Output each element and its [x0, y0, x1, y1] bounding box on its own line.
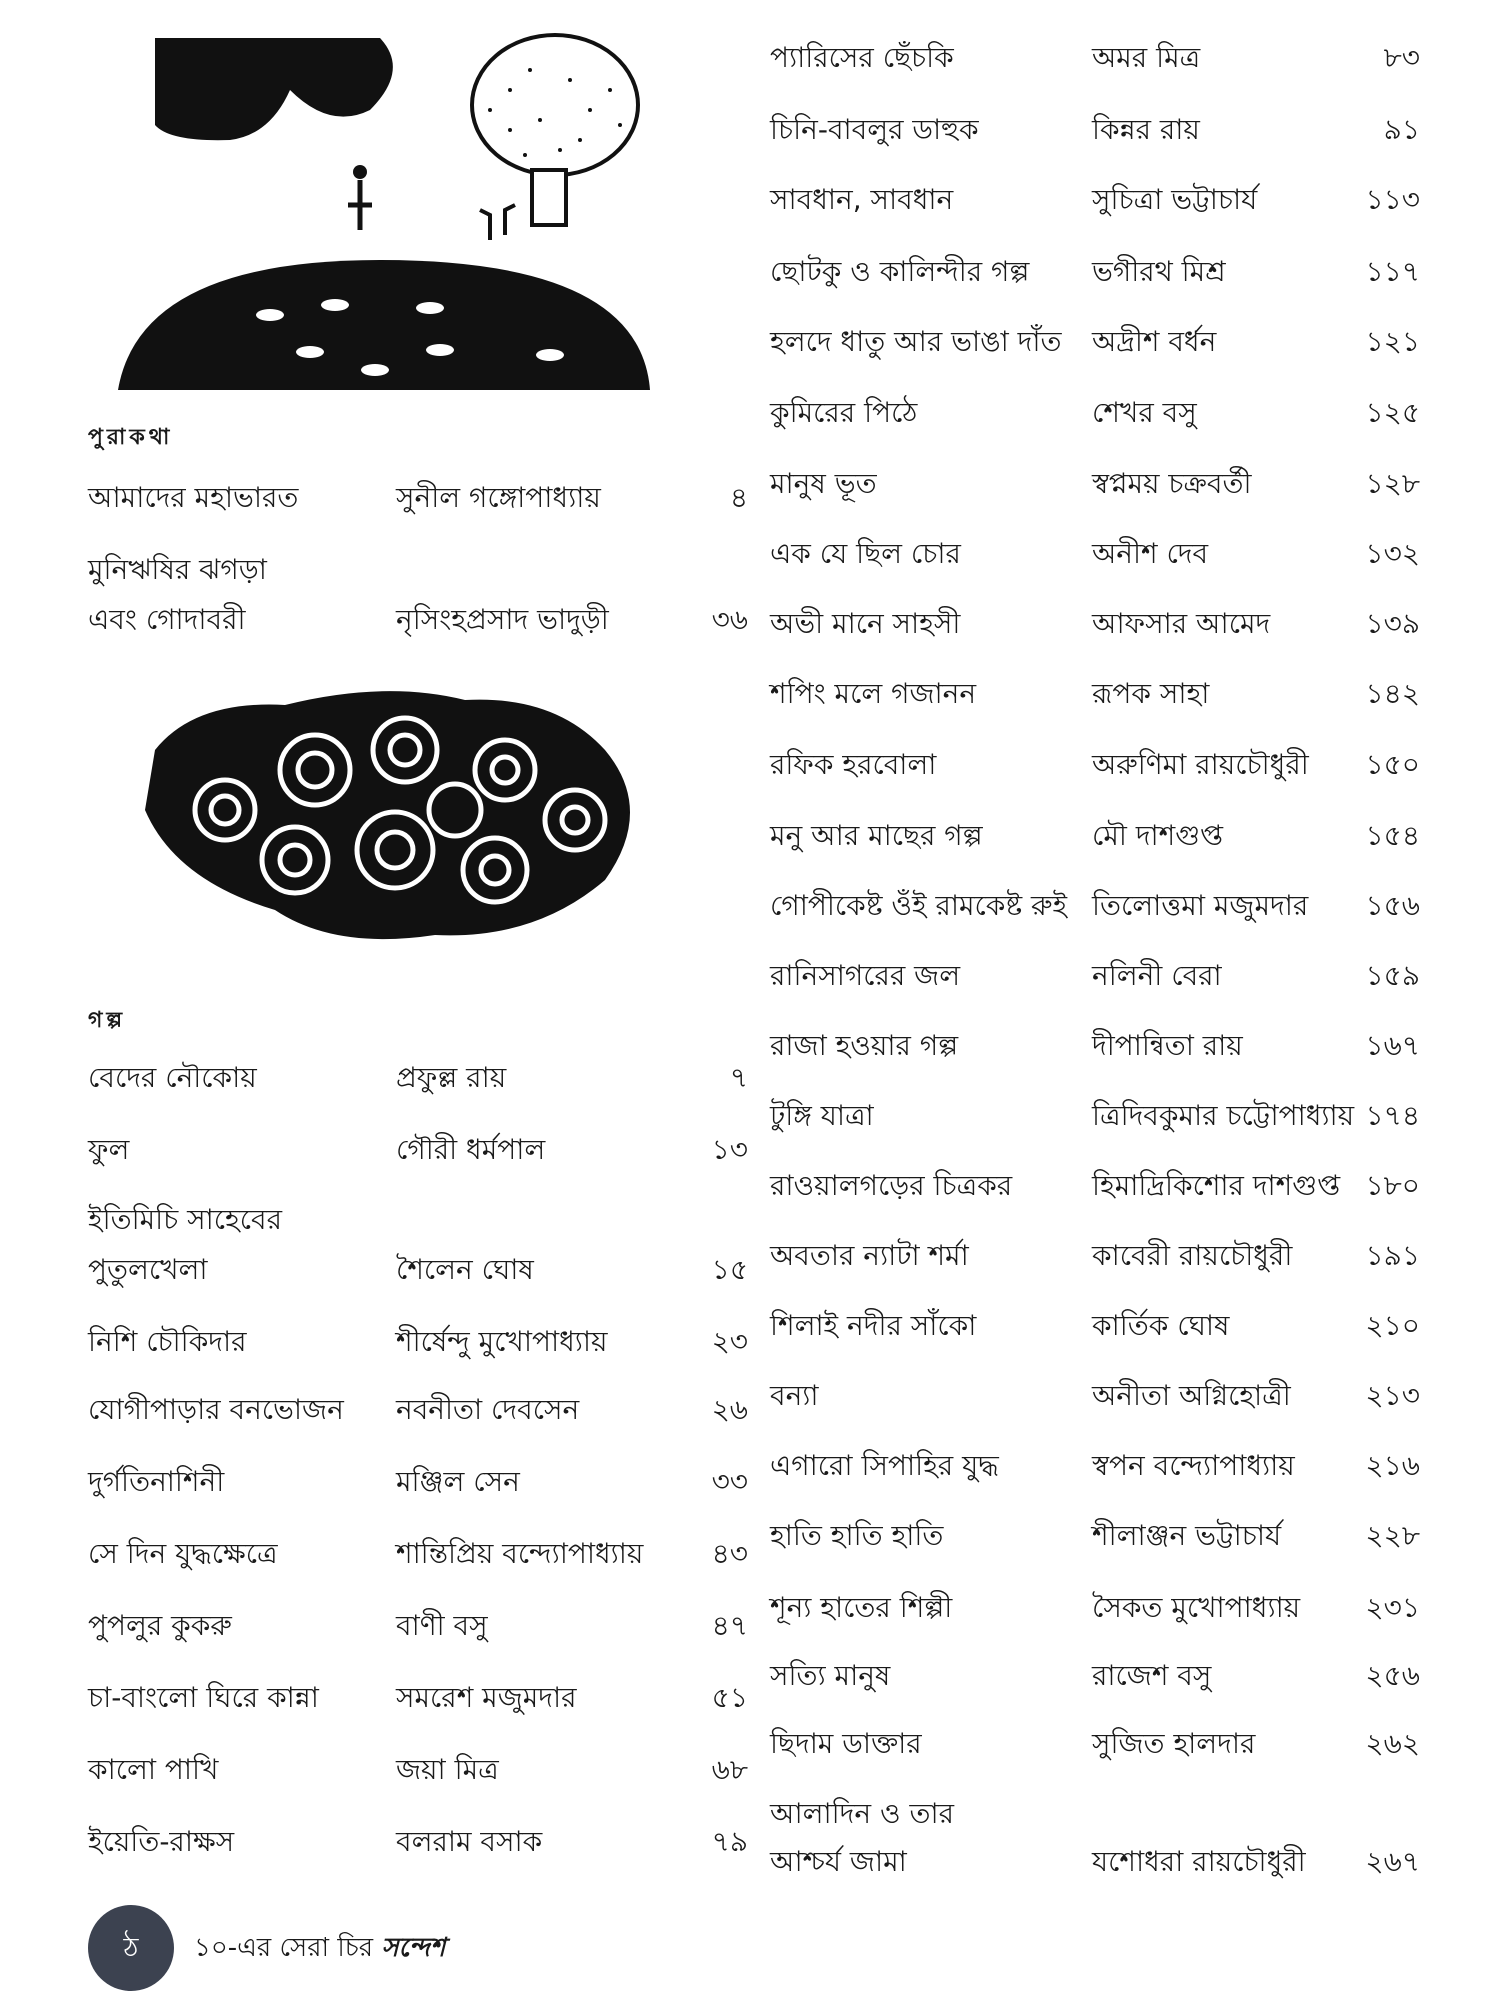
- entry-title: শিলাই নদীর সাঁকো: [770, 1309, 977, 1342]
- entry-page: ২৫৬: [1365, 1659, 1420, 1692]
- entry-title: বেদের নৌকোয়: [88, 1061, 257, 1094]
- entry-author: অরুণিমা রায়চৌধুরী: [1092, 748, 1309, 781]
- toc-entry[interactable]: [770, 1296, 1420, 1356]
- toc-entry[interactable]: [770, 806, 1420, 866]
- toc-entry[interactable]: [770, 28, 1420, 88]
- entry-title: এবং গোদাবরী: [88, 603, 246, 636]
- entry-page: ১৯১: [1365, 1239, 1420, 1272]
- entry-page: ১৫৯: [1365, 959, 1420, 992]
- toc-entry[interactable]: [770, 383, 1420, 443]
- entry-page: ১২১: [1365, 325, 1420, 358]
- section-heading-galpo: গল্প: [88, 1008, 127, 1033]
- entry-author: গৌরী ধর্মপাল: [396, 1133, 546, 1166]
- entry-title: পুপলুর কুকরু: [88, 1609, 232, 1642]
- page-number-badge: ঠ: [88, 1905, 174, 1991]
- entry-author: মৌ দাশগুপ্ত: [1092, 819, 1224, 852]
- toc-entry[interactable]: [770, 735, 1420, 795]
- toc-entry[interactable]: [770, 1016, 1420, 1076]
- entry-page: ১৮০: [1365, 1169, 1420, 1202]
- entry-title: ইয়েতি-রাক্ষস: [88, 1825, 235, 1858]
- hill-illustration: [110, 30, 730, 400]
- entry-title: সাবধান, সাবধান: [770, 183, 954, 216]
- entry-title: মানুষ ভূত: [770, 467, 877, 500]
- entry-page: ৪৭: [711, 1609, 748, 1642]
- toc-entry[interactable]: [88, 468, 748, 528]
- entry-page: ২১০: [1365, 1309, 1420, 1342]
- toc-entry[interactable]: [770, 1714, 1420, 1774]
- entry-author: স্বপ্নময় চক্রবর্তী: [1092, 467, 1252, 500]
- entry-title: সত্যি মানুষ: [770, 1659, 891, 1692]
- toc-entry[interactable]: [770, 594, 1420, 654]
- entry-author: মঞ্জিল সেন: [396, 1465, 520, 1498]
- toc-entry[interactable]: [88, 1048, 748, 1108]
- toc-entry[interactable]: [88, 1812, 748, 1872]
- entry-page: ১৪২: [1365, 677, 1420, 710]
- entry-title: রানিসাগরের জল: [770, 959, 961, 992]
- entry-author: দীপান্বিতা রায়: [1092, 1029, 1243, 1062]
- toc-entry[interactable]: [770, 170, 1420, 230]
- entry-page: ১৩৯: [1365, 607, 1420, 640]
- entry-title: ছোটকু ও কালিন্দীর গল্প: [770, 255, 1030, 288]
- entry-page: ১৭৪: [1365, 1099, 1420, 1132]
- entry-author: সৈকত মুখোপাধ্যায়: [1092, 1591, 1301, 1624]
- entry-author: সুনীল গঙ্গোপাধ্যায়: [396, 481, 601, 514]
- entry-title: ছিদাম ডাক্তার: [770, 1727, 922, 1760]
- entry-page: ৪৩: [711, 1537, 748, 1570]
- entry-author: শৈলেন ঘোষ: [396, 1253, 534, 1286]
- entry-author: প্রফুল্ল রায়: [396, 1061, 507, 1094]
- entry-title: কুমিরের পিঠে: [770, 396, 918, 429]
- entry-title-line1: আলাদিন ও তার: [770, 1797, 955, 1830]
- toc-entry[interactable]: [770, 1646, 1420, 1706]
- entry-author: শীর্ষেন্দু মুখোপাধ্যায়: [396, 1325, 608, 1358]
- footer-brand: সন্দেশ: [381, 1933, 446, 1963]
- toc-entry[interactable]: [770, 1578, 1420, 1638]
- entry-title: পুতুলখেলা: [88, 1253, 208, 1286]
- entry-title: আশ্চর্য জামা: [770, 1845, 907, 1878]
- entry-title: শপিং মলে গজানন: [770, 677, 977, 710]
- entry-page: ২৩: [711, 1325, 748, 1358]
- entry-title: চা-বাংলো ঘিরে কান্না: [88, 1681, 319, 1714]
- toc-entry[interactable]: [770, 1506, 1420, 1566]
- entry-title-line1: ইতিমিচি সাহেবের: [88, 1203, 282, 1236]
- entry-author: তিলোত্তমা মজুমদার: [1092, 889, 1309, 922]
- toc-entry[interactable]: [770, 1086, 1420, 1146]
- entry-author: জয়া মিত্র: [396, 1753, 499, 1786]
- toc-entry[interactable]: [770, 312, 1420, 372]
- entry-page: ২১৩: [1365, 1379, 1420, 1412]
- entry-page: ২৬৭: [1365, 1845, 1420, 1878]
- entry-page: ৫১: [711, 1681, 748, 1714]
- toc-entry[interactable]: [770, 1436, 1420, 1496]
- entry-title: আমাদের মহাভারত: [88, 481, 299, 514]
- entry-page: ৯১: [1383, 113, 1420, 146]
- entry-page: ১২৮: [1365, 467, 1420, 500]
- toc-entry[interactable]: [88, 1312, 748, 1372]
- entry-author: অনীশ দেব: [1092, 537, 1209, 570]
- entry-page: ১৬৭: [1365, 1029, 1420, 1062]
- toc-entry[interactable]: [88, 1596, 748, 1656]
- entry-title: চিনি-বাবলুর ডাহুক: [770, 113, 979, 146]
- entry-title: অভী মানে সাহসী: [770, 607, 961, 640]
- toc-entry[interactable]: [770, 524, 1420, 584]
- footer-text: [194, 1927, 445, 1971]
- entry-title: অবতার ন্যাটা শর্মা: [770, 1239, 969, 1272]
- entry-page: ১৫৬: [1365, 889, 1420, 922]
- entry-title: সে দিন যুদ্ধক্ষেত্রে: [88, 1537, 278, 1570]
- entry-author: শীলাঞ্জন ভট্টাচার্য: [1092, 1519, 1282, 1552]
- swirl-rock-illustration: [135, 680, 655, 950]
- toc-entry[interactable]: [88, 1120, 748, 1180]
- entry-author: হিমাদ্রিকিশোর দাশগুপ্ত: [1092, 1169, 1341, 1202]
- toc-entry[interactable]: [770, 100, 1420, 160]
- toc-entry[interactable]: [770, 242, 1420, 302]
- entry-title: ফুল: [88, 1133, 130, 1166]
- entry-page: ১১৩: [1365, 183, 1420, 216]
- entry-page: ১২৫: [1365, 396, 1420, 429]
- entry-title: নিশি চৌকিদার: [88, 1325, 247, 1358]
- toc-entry[interactable]: [770, 1366, 1420, 1426]
- entry-title: রাওয়ালগড়ের চিত্রকর: [770, 1169, 1013, 1202]
- entry-title: হাতি হাতি হাতি: [770, 1519, 944, 1552]
- toc-entry[interactable]: [770, 454, 1420, 514]
- entry-author: ত্রিদিবকুমার চট্টোপাধ্যায়: [1092, 1099, 1355, 1132]
- entry-author: সুজিত হালদার: [1092, 1727, 1256, 1760]
- toc-entry[interactable]: [770, 1226, 1420, 1286]
- entry-author: বাণী বসু: [396, 1609, 488, 1642]
- entry-author: অনীতা অগ্নিহোত্রী: [1092, 1379, 1291, 1412]
- entry-title: মনু আর মাছের গল্প: [770, 819, 983, 852]
- entry-title: রাজা হওয়ার গল্প: [770, 1029, 959, 1062]
- toc-entry[interactable]: [88, 1740, 748, 1800]
- entry-author: নবনীতা দেবসেন: [396, 1393, 580, 1426]
- entry-title-line1: মুনিঋষির ঝগড়া: [88, 553, 267, 586]
- entry-page: ৪: [729, 481, 748, 514]
- entry-author: স্বপন বন্দ্যোপাধ্যায়: [1092, 1449, 1295, 1482]
- entry-author: যশোধরা রায়চৌধুরী: [1092, 1845, 1306, 1878]
- entry-title: হলদে ধাতু আর ভাঙা দাঁত: [770, 325, 1062, 358]
- entry-author: ভগীরথ মিশ্র: [1092, 255, 1226, 288]
- entry-page: ২৩১: [1365, 1591, 1420, 1624]
- entry-title: বন্যা: [770, 1379, 819, 1412]
- toc-entry[interactable]: [770, 876, 1420, 936]
- entry-page: ৩৩: [711, 1465, 748, 1498]
- toc-entry[interactable]: [88, 1668, 748, 1728]
- entry-page: ৭৯: [711, 1825, 748, 1858]
- entry-title: শূন্য হাতের শিল্পী: [770, 1591, 953, 1624]
- toc-entry[interactable]: [770, 1156, 1420, 1216]
- entry-author: নৃসিংহপ্রসাদ ভাদুড়ী: [396, 603, 609, 636]
- entry-title: এক যে ছিল চোর: [770, 537, 961, 570]
- entry-page: ৬৮: [711, 1753, 748, 1786]
- entry-author: বলরাম বসাক: [396, 1825, 543, 1858]
- entry-author: সমরেশ মজুমদার: [396, 1681, 577, 1714]
- entry-title: রফিক হরবোলা: [770, 748, 937, 781]
- toc-entry[interactable]: [88, 1524, 748, 1584]
- toc-entry[interactable]: [770, 1832, 1420, 1892]
- entry-page: ৭: [729, 1061, 748, 1094]
- entry-author: রাজেশ বসু: [1092, 1659, 1212, 1692]
- entry-title: দুর্গতিনাশিনী: [88, 1465, 225, 1498]
- entry-title: প্যারিসের ছেঁচকি: [770, 41, 954, 74]
- entry-page: ১৩২: [1365, 537, 1420, 570]
- entry-author: সুচিত্রা ভট্টাচার্য: [1092, 183, 1258, 216]
- entry-page: ২৬: [711, 1393, 748, 1426]
- entry-author: নলিনী বেরা: [1092, 959, 1222, 992]
- entry-page: ২৬২: [1365, 1727, 1420, 1760]
- toc-entry[interactable]: [88, 1240, 748, 1300]
- entry-page: ৩৬: [711, 603, 748, 636]
- entry-page: ২২৮: [1365, 1519, 1420, 1552]
- entry-author: শেখর বসু: [1092, 396, 1197, 429]
- page-footer: [88, 1905, 588, 1995]
- entry-author: অদ্রীশ বর্ধন: [1092, 325, 1217, 358]
- entry-title: যোগীপাড়ার বনভোজন: [88, 1393, 344, 1426]
- entry-page: ২১৬: [1365, 1449, 1420, 1482]
- entry-page: ৮৩: [1383, 41, 1420, 74]
- section-heading-purakatha: পুরাকথা: [88, 425, 174, 450]
- entry-title: টুঙ্গি যাত্রা: [770, 1099, 874, 1132]
- entry-author: শান্তিপ্রিয় বন্দ্যোপাধ্যায়: [396, 1537, 644, 1570]
- toc-entry[interactable]: [88, 1452, 748, 1512]
- entry-author: কিন্নর রায়: [1092, 113, 1200, 146]
- entry-author: আফসার আমেদ: [1092, 607, 1271, 640]
- toc-entry[interactable]: [770, 664, 1420, 724]
- toc-entry[interactable]: [88, 1380, 748, 1440]
- entry-author: অমর মিত্র: [1092, 41, 1201, 74]
- entry-page: ১৩: [711, 1133, 748, 1166]
- footer-title: ১০-এর সেরা চির: [194, 1933, 374, 1963]
- entry-page: ১১৭: [1365, 255, 1420, 288]
- entry-author: কাবেরী রায়চৌধুরী: [1092, 1239, 1293, 1272]
- entry-title: গোপীকেষ্ট ওঁই রামকেষ্ট রুই: [770, 889, 1068, 922]
- entry-page: ১৫০: [1365, 748, 1420, 781]
- entry-title: এগারো সিপাহির যুদ্ধ: [770, 1449, 999, 1482]
- toc-entry[interactable]: [88, 590, 748, 650]
- entry-author: কার্তিক ঘোষ: [1092, 1309, 1230, 1342]
- entry-title: কালো পাখি: [88, 1753, 219, 1786]
- entry-page: ১৫: [711, 1253, 748, 1286]
- entry-author: রূপক সাহা: [1092, 677, 1210, 710]
- toc-entry[interactable]: [770, 946, 1420, 1006]
- entry-page: ১৫৪: [1365, 819, 1420, 852]
